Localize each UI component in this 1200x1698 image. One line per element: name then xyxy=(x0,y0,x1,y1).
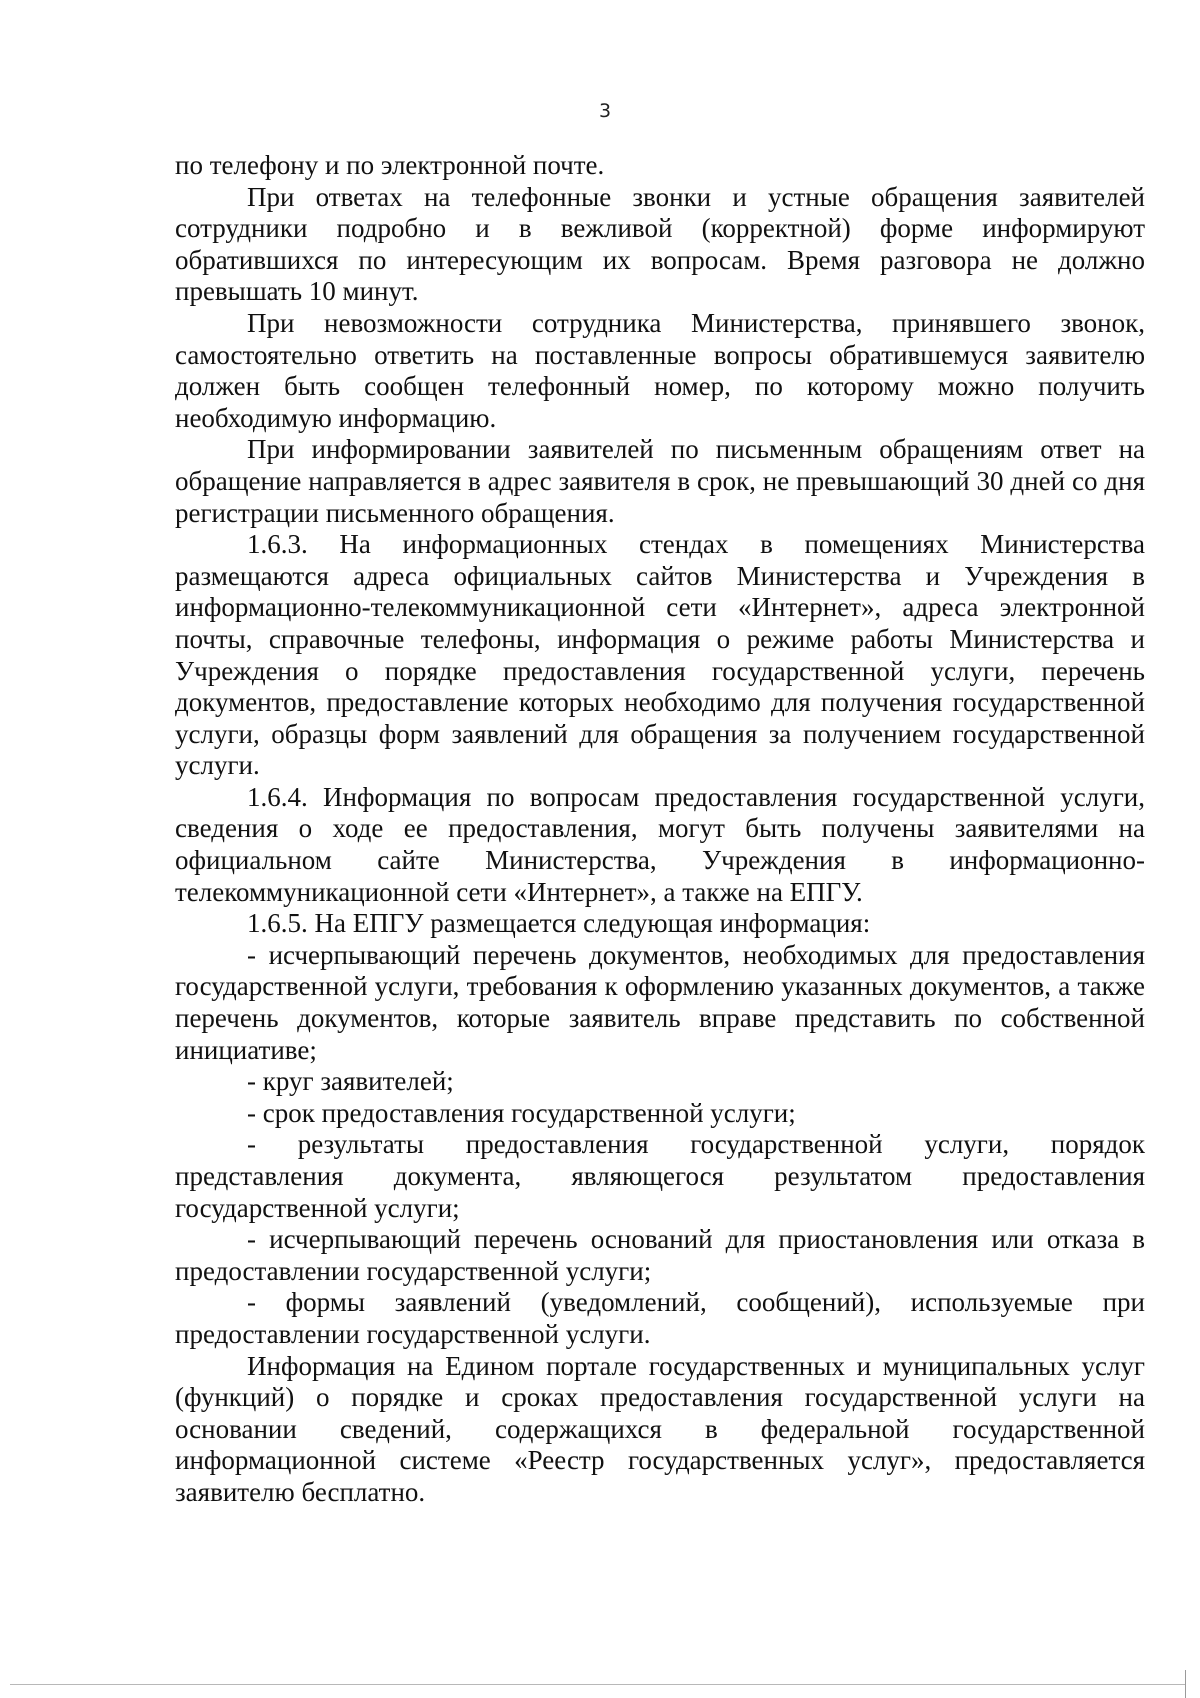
scan-bottom-edge-line xyxy=(10,1684,1185,1685)
list-item-results: - результаты предоставления государственной услуги, порядок представления документа, являющегося результатом предоставления государственной услуги; xyxy=(175,1129,1145,1223)
list-item-applicants: - круг заявителей; xyxy=(247,1066,454,1097)
list-item-forms: - формы заявлений (уведомлений, сообщений), используемые при предоставлении государственной услуги. xyxy=(175,1287,1145,1349)
page-number: 3 xyxy=(598,100,612,122)
list-item-refusal-grounds: - исчерпывающий перечень оснований для приостановления или отказа в предоставлении государственной услуги; xyxy=(175,1224,1145,1286)
scan-right-edge-mark xyxy=(1185,1670,1186,1698)
paragraph-1-6-4: 1.6.4. Информация по вопросам предоставления государственной услуги, сведения о ходе ее предоставления, могут быть получены заявителями на официальном сайте Министерства, Учреждения в информационно-телекоммуникационной сети «Интернет», а также на ЕПГУ. xyxy=(175,781,1145,907)
paragraph-phone-answers: При ответах на телефонные звонки и устные обращения заявителей сотрудники подробно и в вежливой (корректной) форме информируют обратившихся по интересующим их вопросам. Время разговора не должно превышать 10 минут. xyxy=(175,181,1145,307)
paragraph-phone-number-referral: При невозможности сотрудника Министерства, принявшего звонок, самостоятельно ответить на поставленные вопросы обратившемуся заявителю должен быть сообщен телефонный номер, по которому можно получить необходимую информацию. xyxy=(175,307,1145,433)
document-body xyxy=(175,150,1145,1509)
paragraph-1-6-5: 1.6.5. На ЕПГУ размещается следующая информация: xyxy=(247,908,871,939)
paragraph-1-6-3: 1.6.3. На информационных стендах в помещениях Министерства размещаются адреса официальных сайтов Министерства и Учреждения в информационно-телекоммуникационной сети «Интернет», адреса электронной почты, справочные телефоны, информация о режиме работы Министерства и Учреждения о порядке предоставления государственной услуги, перечень документов, предоставление которых необходимо для получения государственной услуги, образцы форм заявлений для обращения за получением государственной услуги. xyxy=(175,529,1145,781)
paragraph-portal-info: Информация на Едином портале государственных и муниципальных услуг (функций) о порядке и сроках предоставления государственной услуги на основании сведений, содержащихся в федеральной государственной информационной системе «Реестр государственных услуг», предоставляется заявителю бесплатно. xyxy=(175,1350,1145,1507)
list-item-term: - срок предоставления государственной услуги; xyxy=(247,1097,796,1128)
list-item-documents: - исчерпывающий перечень документов, необходимых для предоставления государственной услуги, требования к оформлению указанных документов, а также перечень документов, которые заявитель вправе представить по собственной инициативе; xyxy=(175,939,1145,1065)
paragraph-continuation: по телефону и по электронной почте. xyxy=(175,150,605,180)
paragraph-written-requests: При информировании заявителей по письменным обращениям ответ на обращение направляется в адрес заявителя в срок, не превышающий 30 дней со дня регистрации письменного обращения. xyxy=(175,434,1145,528)
